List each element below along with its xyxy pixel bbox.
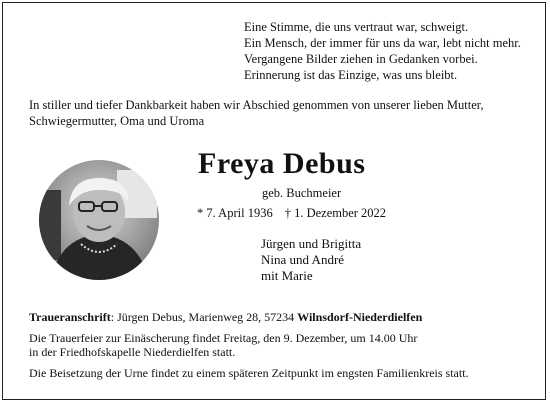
intro-text: In stiller und tiefer Dankbarkeit haben wir Abschied genommen von unserer lieben Mutter, Schwiegermutter, Oma und Uroma [29,98,484,128]
urn-burial-info: Die Beisetzung der Urne findet zu einem späteren Zeitpunkt im engsten Familienkreis statt. [29,366,469,380]
maiden-name: geb. Buchmeier [262,186,342,200]
ceremony-line: Die Trauerfeier zur Einäscherung findet Freitag, den 9. Dezember, um 14.00 Uhr [29,331,418,345]
address-town: Wilnsdorf-Niederdielfen [297,310,423,324]
mourners [261,236,361,284]
poem-line: Vergangene Bilder ziehen in Gedanken vorbei. [244,52,478,66]
mourning-address [29,310,529,325]
poem-line: Ein Mensch, der immer für uns da war, lebt nicht mehr. [244,36,521,50]
life-dates [197,206,386,221]
poem-line: Eine Stimme, die uns vertraut war, schweigt. [244,20,469,34]
poem [244,19,534,83]
deceased-name: Freya Debus [198,147,366,180]
portrait-photo [39,160,159,280]
ceremony-info [29,331,529,359]
address-text: : Jürgen Debus, Marienweg 28, 57234 [110,310,298,324]
address-label: Traueranschrift [29,310,111,324]
mourner-line: Jürgen und Brigitta [261,236,362,251]
birth-date: * 7. April 1936 [197,206,273,220]
ceremony-line: in der Friedhofskapelle Niederdielfen statt. [29,345,236,359]
mourner-line: Nina und André [261,252,345,267]
poem-line: Erinnerung ist das Einzige, was uns bleibt. [244,68,458,82]
mourner-line: mit Marie [261,268,313,283]
death-date: † 1. Dezember 2022 [284,206,387,220]
